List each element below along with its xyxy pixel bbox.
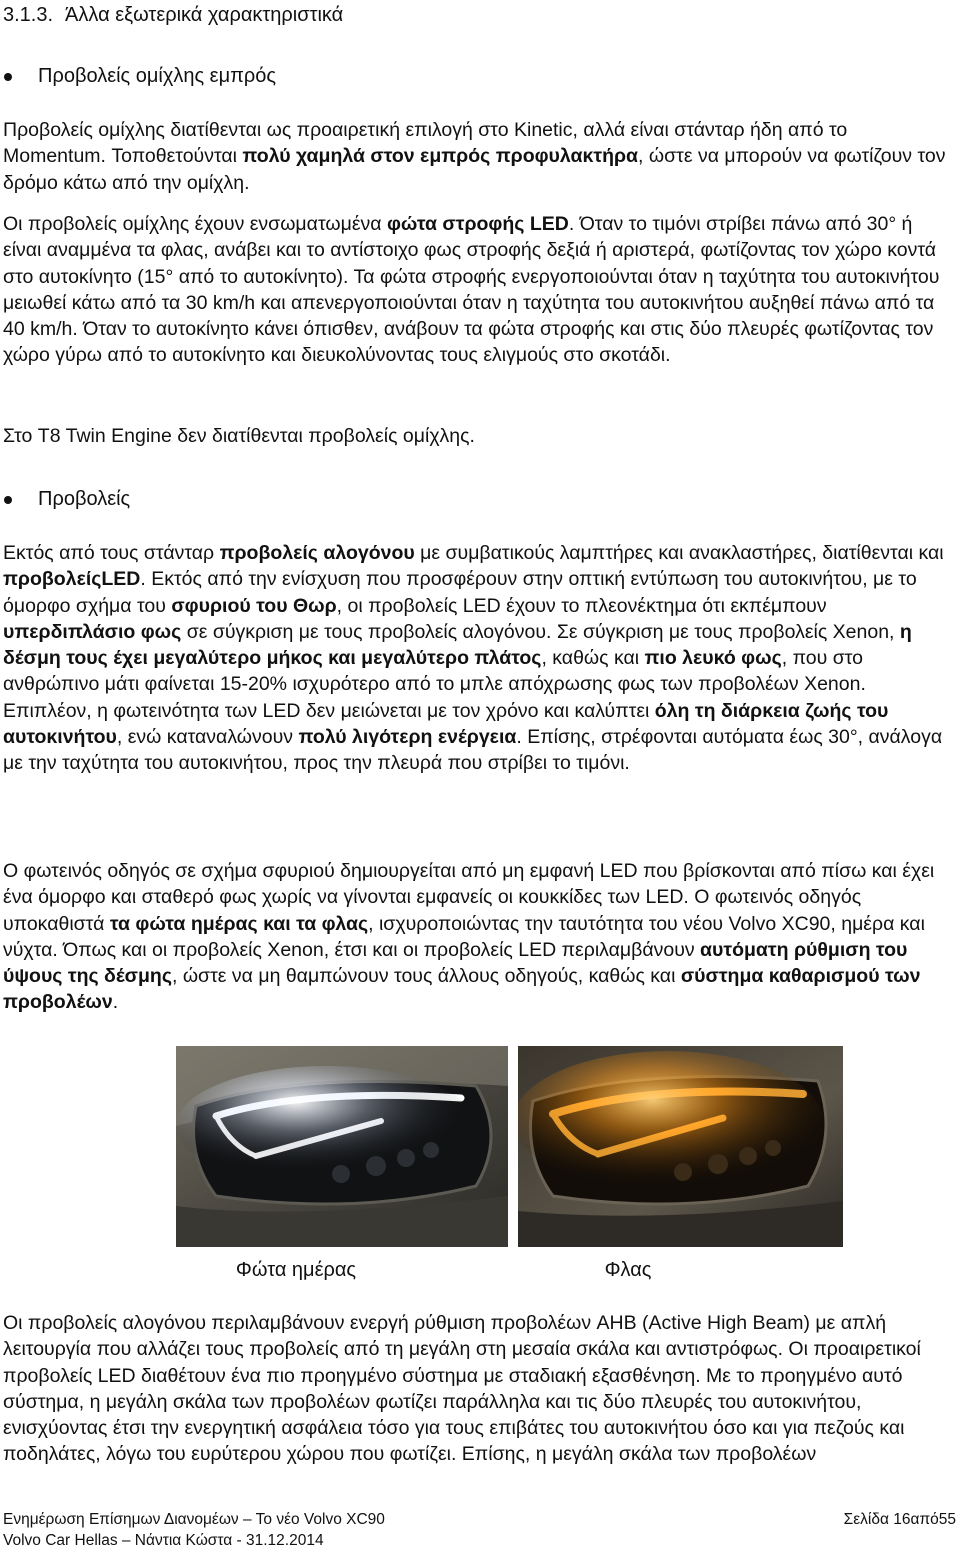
photo-indicator-lights (518, 1046, 843, 1247)
footer-title: Ενημέρωση Επίσημων Διανομέων – Το νέο Volvo XC90 (3, 1511, 385, 1528)
section-number: 3.1.3. (3, 4, 54, 26)
caption-daytime-lights: Φώτα ημέρας (235, 1259, 357, 1281)
paragraph-headlights-led: Εκτός από τους στάνταρ προβολείς αλογόνου με συμβατικούς λαμπτήρες και ανακλαστήρες, διατίθενται και προβολείςLED. Εκτός από την ενίσχυση που προσφέρουν στην οπτική εντύπωση του αυτοκινήτου, με το όμορφο σχήμα του σφυριού του Θωρ, οι προβολείς LED έχουν το πλεονέκτημα ότι εκπέμπουν υπερδιπλάσιο φως σε σύγκριση με τους προβολείς αλογόνου. Σε σύγκριση με τους προβολείς Xenon, η δέσμη τους έχει μεγαλύτερο μήκος και μεγαλύτερο πλάτος, καθώς και πιο λευκό φως, που στο ανθρώπινο μάτι φαίνεται 15-20% ισχυρότερο από το μπλε απόχρωσης φως των προβολέων Xenon. Επιπλέον, η φωτεινότητα των LED δεν μειώνεται με τον χρόνο και καλύπτει όλη τη διάρκεια ζωής του αυτοκινήτου, ενώ καταναλώνουν πολύ λιγότερη ενέργεια. Επίσης, στρέφονται αυτόματα έως 30°, ανάλογα με την ταχύτητα του αυτοκινήτου, προς την πλευρά που στρίβει το τιμόνι. (3, 542, 944, 775)
footer-author: Volvo Car Hellas – Νάντια Κώστα - 31.12.2014 (3, 1532, 324, 1549)
photo-daytime-lights (176, 1046, 508, 1247)
section-title: Άλλα εξωτερικά χαρακτηριστικά (65, 4, 344, 26)
bullet-dot-icon (4, 73, 12, 81)
paragraph-fog-t8: Στο T8 Twin Engine δεν διατίθενται προβολείς ομίχλης. (3, 425, 475, 447)
paragraph-light-guide: Ο φωτεινός οδηγός σε σχήμα σφυριού δημιουργείται από μη εμφανή LED που βρίσκονται από πίσω και έχει ένα όμορφο και σταθερό φως χωρίς να γίνονται εμφανείς οι κουκκίδες των LED. Ο φωτεινός οδηγός υποκαθιστά τα φώτα ημέρας και τα φλας, ισχυροποιώντας την ταυτότητα του νέου Volvo XC90, ημέρα και νύχτα. Όπως και οι προβολείς Xenon, έτσι και οι προβολείς LED περιλαμβάνουν αυτόματη ρύθμιση του ύψους της δέσμης, ώστε να μη θαμπώνουν τους άλλους οδηγούς, καθώς και σύστημα καθαρισμού των προβολέων. (3, 860, 935, 1014)
caption-indicator: Φλας (604, 1259, 652, 1281)
paragraph-ahb: Οι προβολείς αλογόνου περιλαμβάνουν ενεργή ρύθμιση προβολέων AHB (Active High Beam) με απλή λειτουργία που αλλάζει τους προβολείς από τη μεγάλη στη μεσαία σκάλα και αντιστρόφως. Οι προαιρετικοί προβολείς LED διαθέτουν ένα πιο προηγμένο σύστημα με σταδιακή εξασθένηση. Με το προηγμένο αυτό σύστημα, η μεγάλη σκάλα των προβολέων φωτίζει παράλληλα και τις δύο πλευρές του αυτοκινήτου, ενισχύοντας έτσι την ενεργητική ασφάλεια τόσο για τους επιβάτες του αυτοκινήτου όσο και για πεζούς και ποδηλάτες, λόγω του ευρύτερου χώρου που φωτίζει. Επίσης, η μεγάλη σκάλα των προβολέων (3, 1312, 921, 1466)
paragraph-fog-intro: Προβολείς ομίχλης διατίθενται ως προαιρετική επιλογή στο Kinetic, αλλά είναι στάνταρ ήδη από το Momentum. Τοποθετούνται πολύ χαμηλά στον εμπρός προφυλακτήρα, ώστε να μπορούν να φωτίζουν τον δρόμο κάτω από την ομίχλη. (3, 119, 946, 194)
bullet-dot-icon (4, 496, 12, 504)
bullet-label: Προβολείς ομίχλης εμπρός (38, 65, 277, 87)
bullet-label: Προβολείς (38, 488, 131, 510)
paragraph-fog-cornering: Οι προβολείς ομίχλης έχουν ενσωματωμένα φώτα στροφής LED. Όταν το τιμόνι στρίβει πάνω από 30° ή είναι αναμμένα τα φλας, ανάβει και το αντίστοιχο φως στροφής δεξιά ή αριστερά, φωτίζοντας τον χώρο κοντά στο αυτοκίνητο (15° από το αυτοκίνητο). Τα φώτα στροφής ενεργοποιούνται όταν η ταχύτητα του αυτοκινήτου μειωθεί κάτω από τα 30 km/h και απενεργοποιούνται όταν η ταχύτητα του αυτοκινήτου αυξηθεί πάνω από τα 40 km/h. Όταν το αυτοκίνητο κάνει όπισθεν, ανάβουν τα φώτα στροφής και στις δύο πλευρές φωτίζοντας τον χώρο γύρω από το αυτοκίνητο και διευκολύνοντας τους ελιγμούς στο σκοτάδι. (3, 213, 940, 367)
footer-page-number: Σελίδα 16από55 (843, 1511, 956, 1528)
section-heading (3, 4, 343, 26)
